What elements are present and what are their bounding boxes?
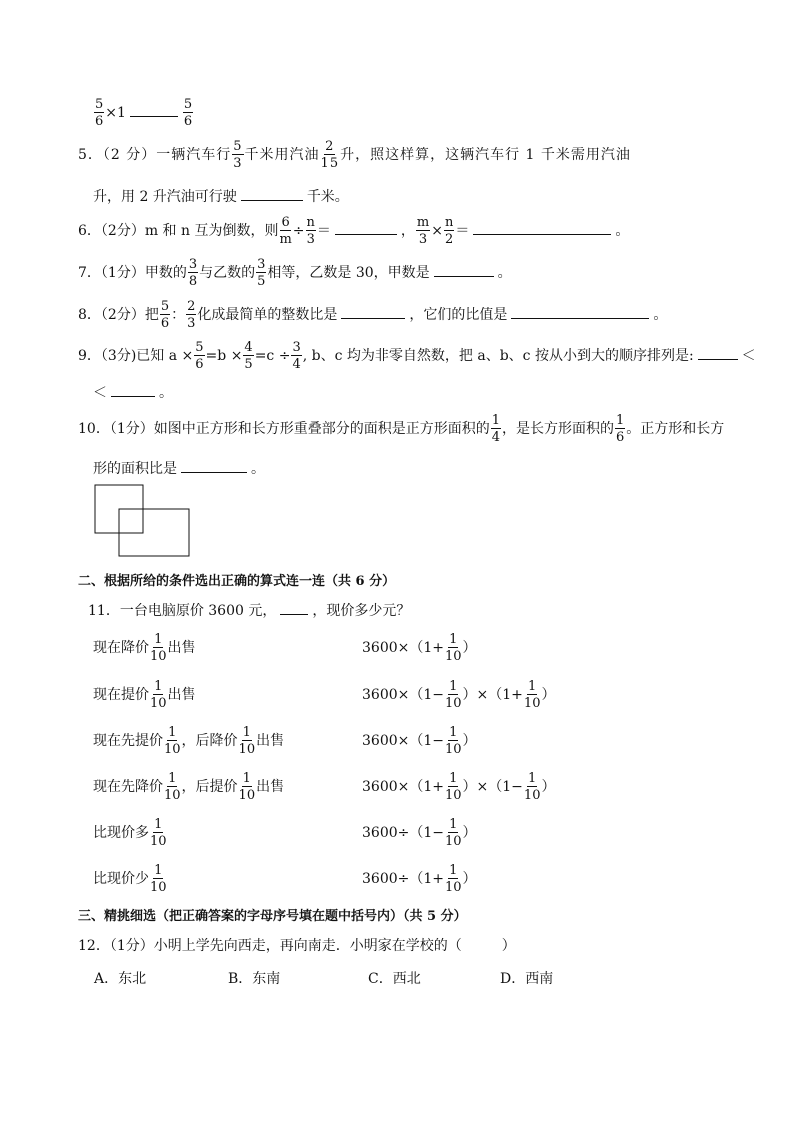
option-text: 现在先降价 (93, 779, 163, 795)
q10-line2 (93, 458, 265, 478)
fraction: $\frac{4}{5}$ (244, 340, 253, 372)
q11.left-option[interactable] (93, 726, 284, 756)
answer-blank[interactable] (434, 262, 494, 277)
q6-text: 6．（2分）m 和 n 互为倒数，则 (78, 223, 279, 239)
answer-blank[interactable] (341, 304, 405, 319)
q8-text: 8．（2分）把 (78, 307, 159, 323)
fraction: $\frac{5}{6}$ (95, 97, 104, 129)
fraction: $\frac{1}{10}$ (445, 817, 462, 849)
option-text: 现在降价 (93, 640, 149, 656)
q11-text: 11．一台电脑原价 3600 元， (88, 603, 277, 619)
q10-text: ，是长方形面积的 (502, 421, 615, 437)
q10-text: 。正方形和长方 (626, 421, 725, 437)
option-text: 3600÷（1− (362, 825, 444, 841)
option-text: ，后降价 (181, 733, 238, 749)
q10-line1 (78, 414, 724, 444)
fraction: $\frac{1}{10}$ (164, 725, 181, 757)
option-text: ） (462, 733, 477, 749)
comma: ， (400, 223, 415, 239)
q11.left-option[interactable] (93, 864, 168, 894)
fraction: $\frac{3}{4}$ (292, 340, 301, 372)
q5-text: 千米。 (306, 189, 349, 205)
less-than-sign: ＜ (741, 348, 756, 364)
q9-text: =c ÷ (254, 348, 291, 364)
fraction: $\frac{1}{6}$ (616, 413, 625, 445)
overlap-figure (94, 484, 194, 560)
option-text: 3600×（1− (362, 687, 444, 703)
option-text: ） (462, 640, 477, 656)
fraction: $\frac{1}{10}$ (445, 725, 462, 757)
q7-text: 7．（1分）甲数的 (78, 265, 187, 281)
q9-text: 9．（3分)已知 a × (78, 348, 194, 364)
q12-text: ） (501, 938, 516, 954)
fraction: $\frac{n}{2}$ (444, 215, 454, 247)
q11.right-option[interactable] (362, 680, 555, 710)
q7 (78, 258, 512, 288)
q7-text: 相等，乙数是 30，甲数是 (267, 265, 430, 281)
divide-sign: ÷ (292, 223, 305, 239)
period: 。 (615, 223, 630, 239)
q5-line1 (78, 140, 631, 170)
q12-option-d[interactable]: D．西南 (500, 971, 554, 987)
fraction: $\frac{m}{3}$ (416, 215, 430, 247)
fraction: $\frac{1}{10}$ (445, 679, 462, 711)
q11.left-option[interactable] (93, 818, 168, 848)
answer-blank[interactable] (181, 458, 247, 473)
answer-blank[interactable] (698, 345, 738, 360)
option-text: 比现价多 (93, 825, 149, 841)
less-than-sign: ＜ (93, 385, 107, 401)
fraction: $\frac{1}{10}$ (150, 817, 167, 849)
section-heading: 三、精挑细选（把正确答案的字母序号填在题中括号内）（共 5 分） (78, 909, 467, 924)
q11.left-option[interactable] (93, 680, 196, 710)
option-text: 出售 (167, 687, 196, 703)
q11.right-option[interactable] (362, 633, 477, 663)
option-text: 3600×（1− (362, 733, 444, 749)
times-sign: × (431, 223, 443, 239)
option-text: 现在提价 (93, 687, 149, 703)
option-text: 3600×（1+ (362, 779, 444, 795)
option-text: ）×（1+ (462, 687, 523, 703)
q8-text: ，它们的比值是 (409, 307, 508, 323)
answer-blank[interactable] (111, 382, 155, 397)
q11.left-option[interactable] (93, 633, 196, 663)
fraction: $\frac{n}{3}$ (306, 215, 315, 247)
fraction: $\frac{1}{10}$ (238, 771, 256, 803)
q12-option-a[interactable]: A．东北 (94, 971, 147, 987)
option-text: ） (541, 779, 556, 795)
fraction: $\frac{1}{10}$ (150, 679, 167, 711)
q6 (78, 216, 629, 246)
period: 。 (497, 265, 512, 281)
answer-blank[interactable] (130, 102, 178, 117)
option-text: 出售 (256, 733, 285, 749)
option-text: ） (541, 687, 556, 703)
q8 (78, 300, 667, 330)
colon: ： (171, 307, 186, 323)
option-text: 3600×（1+ (362, 640, 444, 656)
fraction: $\frac{5}{6}$ (183, 97, 193, 129)
option-text: 出售 (256, 779, 285, 795)
option-text: ） (462, 825, 477, 841)
fraction: $\frac{2}{3}$ (187, 299, 196, 331)
fraction: $\frac{1}{10}$ (238, 725, 256, 757)
option-text: 出售 (167, 640, 196, 656)
option-text: ，后提价 (181, 779, 238, 795)
section-heading: 二、根据所给的条件选出正确的算式连一连（共 6 分） (78, 574, 396, 589)
fraction: $\frac{3}{8}$ (188, 257, 198, 289)
fraction: $\frac{5}{6}$ (160, 299, 170, 331)
fraction: $\frac{5}{3}$ (233, 139, 243, 171)
q12-stem (78, 935, 516, 955)
fraction: $\frac{1}{10}$ (445, 863, 462, 895)
option-text: 3600÷（1+ (362, 871, 444, 887)
q11.left-option[interactable] (93, 772, 284, 802)
answer-blank[interactable] (280, 600, 308, 615)
q5-line2 (93, 186, 349, 206)
q12-option-c[interactable]: C．西北 (368, 971, 421, 987)
answer-blank[interactable] (511, 304, 649, 319)
equals-sign: ＝ (316, 223, 331, 239)
fraction: $\frac{6}{m}$ (279, 215, 292, 247)
q11-text: ，现价多少元？ (312, 603, 411, 619)
q9-line2 (93, 382, 173, 402)
q10-text: 形的面积比是 (93, 461, 177, 477)
fraction: $\frac{2}{15}$ (320, 139, 340, 171)
q9-text: , b、c 均为非零自然数，把 a、b、c 按从小到大的顺序排列是: (302, 348, 694, 364)
q10-text: 10．（1分）如图中正方形和长方形重叠部分的面积是正方形面积的 (78, 421, 490, 437)
equals-sign: ＝ (455, 223, 470, 239)
fraction: $\frac{1}{10}$ (445, 771, 462, 803)
q5-text: 千米用汽油 (244, 147, 320, 163)
period: 。 (653, 307, 668, 323)
q11-stem (88, 600, 410, 620)
q5-text: 升，照这样算，这辆汽车行 1 千米需用汽油 (340, 147, 631, 163)
q9-text: =b × (205, 348, 243, 364)
times-sign: ×1 (105, 105, 126, 121)
q7-text: 与乙数的 (199, 265, 256, 281)
q11.right-option[interactable] (362, 818, 477, 848)
period: 。 (159, 385, 173, 401)
q8-text: 化成最简单的整数比是 (197, 307, 338, 323)
answer-blank[interactable] (473, 220, 611, 235)
option-text: 比现价少 (93, 871, 149, 887)
q9-line1 (78, 341, 756, 371)
period: 。 (251, 461, 265, 477)
fraction: $\frac{1}{10}$ (523, 771, 541, 803)
q11.right-option[interactable] (362, 772, 555, 802)
q11.right-option[interactable] (362, 864, 477, 894)
answer-blank[interactable] (335, 220, 397, 235)
fraction: $\frac{1}{4}$ (491, 413, 501, 445)
option-text: ）×（1− (462, 779, 523, 795)
fraction: $\frac{1}{10}$ (150, 632, 167, 664)
option-text: ） (462, 871, 477, 887)
fraction: $\frac{5}{6}$ (195, 340, 204, 372)
fraction: $\frac{1}{10}$ (150, 863, 167, 895)
fraction: $\frac{1}{10}$ (523, 679, 541, 711)
q5-text: 升，用 2 升汽油可行驶 (93, 189, 237, 205)
fraction: $\frac{1}{10}$ (164, 771, 181, 803)
fraction: $\frac{1}{10}$ (445, 632, 462, 664)
fraction: $\frac{3}{5}$ (257, 257, 266, 289)
answer-blank[interactable] (241, 186, 303, 201)
q12-option-b[interactable]: B．东南 (228, 971, 281, 987)
option-text: 现在先提价 (93, 733, 163, 749)
q11.right-option[interactable] (362, 726, 477, 756)
q4-tail (93, 98, 194, 128)
q5-text: 5．（2 分）一辆汽车行 (78, 147, 232, 163)
q12-text: 12．（1分）小明上学先向西走，再向南走．小明家在学校的（ (78, 938, 462, 954)
